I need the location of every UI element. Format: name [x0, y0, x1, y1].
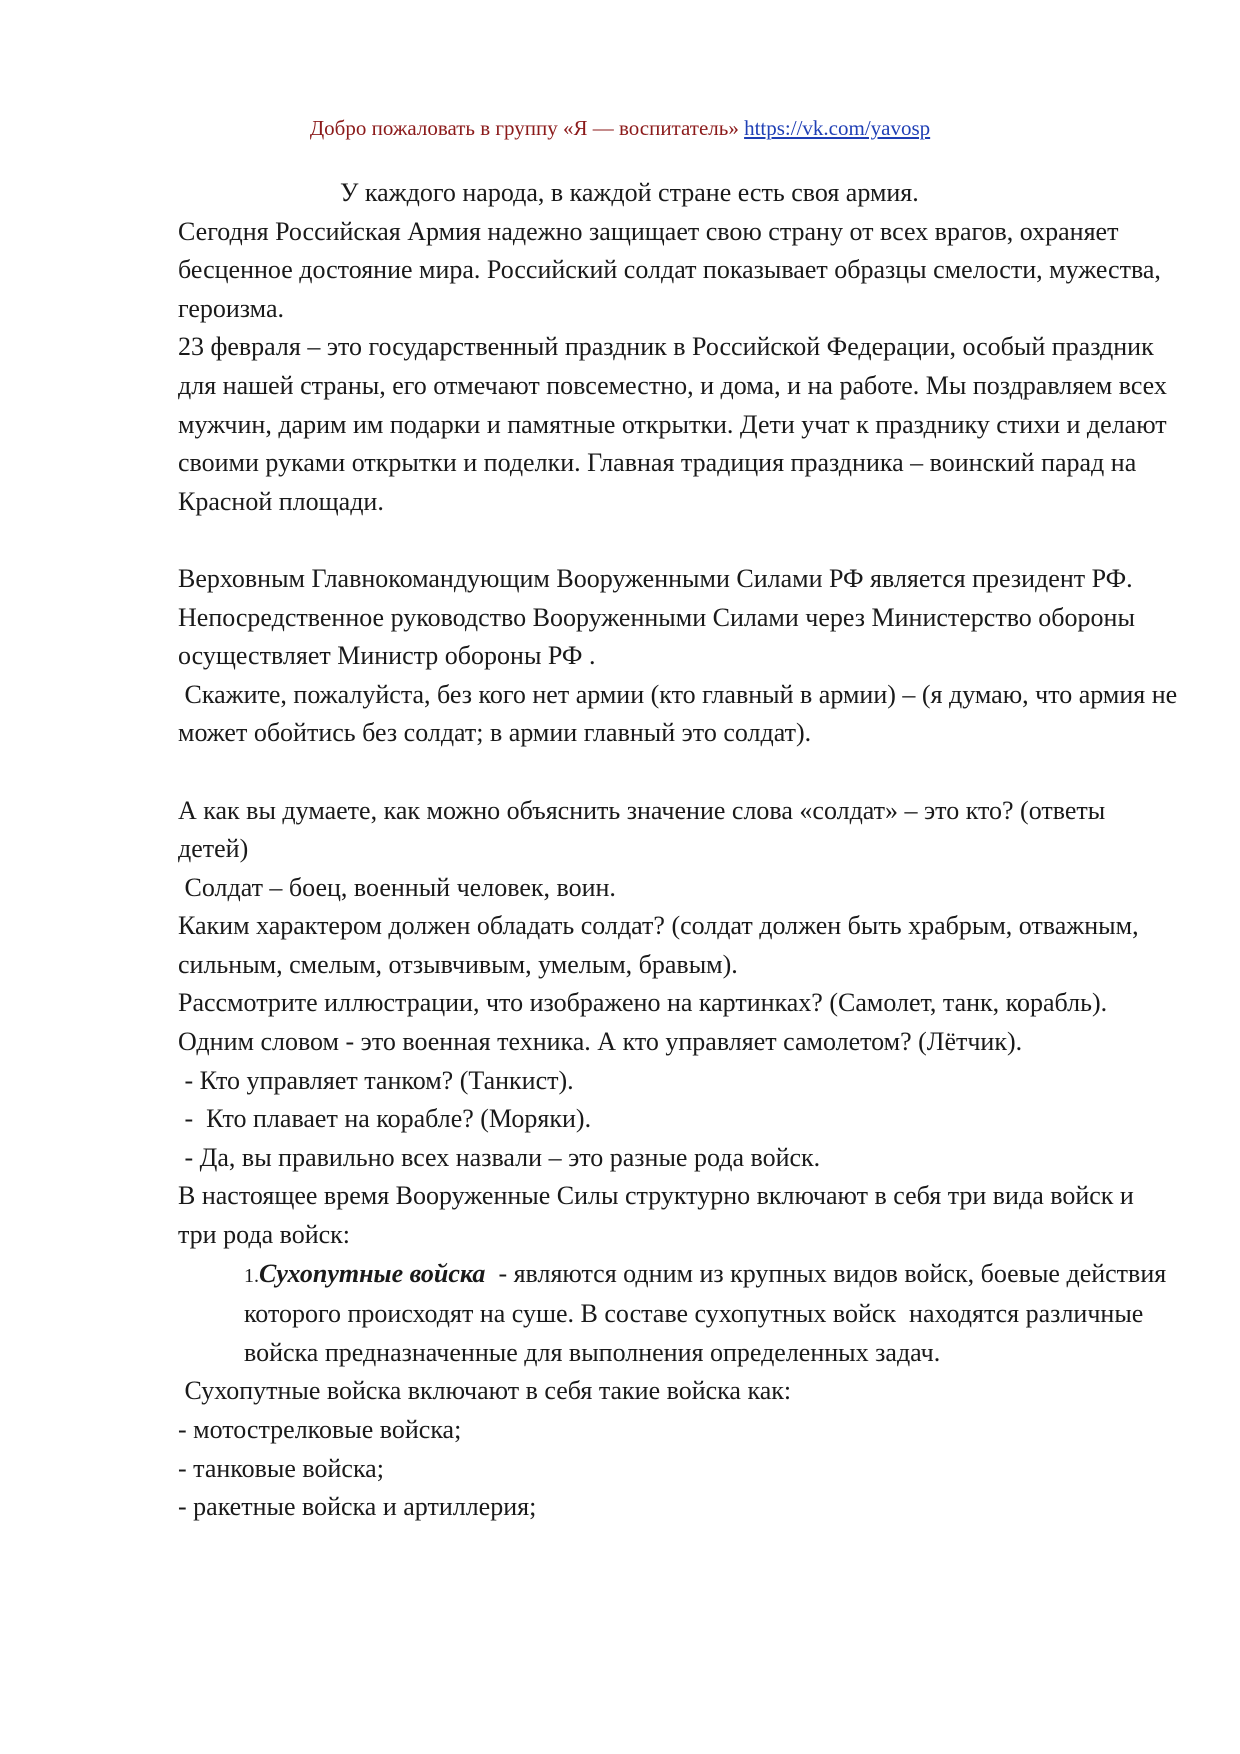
paragraph-question-soldier: Скажите, пожалуйста, без кого нет армии (кто главный в армии) – (я думаю, что армия не может обойтись без солдат; в армии главный это солдат).: [178, 679, 1184, 748]
list-item-missile: - ракетные войска и артиллерия;: [178, 1492, 537, 1522]
paragraph-ministry: Непосредственное руководство Вооруженными Силами через Министерство обороны осуществляет Министр обороны РФ .: [178, 602, 1142, 671]
paragraph-holiday: 23 февраля – это государственный праздник в Российской Федерации, особый праздник для нашей страны, его отмечают повсеместно, и дома, и на работе. Мы поздравляем всех мужчин, дарим им подарки и памятные открытки. Дети учат к празднику стихи и делают своими руками открытки и поделки. Главная традиция праздника – воинский парад на Красной площади.: [178, 332, 1174, 516]
paragraph-tankman: - Кто управляет танком? (Танкист).: [178, 1065, 574, 1095]
item-title: Сухопутные войска: [259, 1258, 486, 1288]
paragraph-illustrations: Рассмотрите иллюстрации, что изображено на картинках? (Самолет, танк, корабль).: [178, 988, 1108, 1018]
paragraph-ground-includes: Сухопутные войска включают в себя такие войска как:: [178, 1376, 792, 1406]
paragraph-meaning: А как вы думаете, как можно объяснить значение слова «солдат» – это кто? (ответы детей): [178, 795, 1112, 864]
paragraph-structure: В настоящее время Вооруженные Силы структурно включают в себя три вида войск и три рода войск:: [178, 1181, 1141, 1250]
group-link[interactable]: https://vk.com/yavosp: [744, 116, 931, 140]
paragraph-army: Сегодня Российская Армия надежно защищает свою страну от всех врагов, охраняет бесценное достояние мира. Российский солдат показывает образцы смелости, мужества, героизма.: [178, 216, 1168, 323]
paragraph-character: Каким характером должен обладать солдат? (солдат должен быть храбрым, отважным, сильным, смелым, отзывчивым, умелым, бравым).: [178, 911, 1146, 979]
blank-line: [178, 521, 1178, 560]
list-item-tank: - танковые войска;: [178, 1453, 384, 1483]
item-number: 1.: [244, 1264, 259, 1287]
paragraph-definition: Солдат – боец, военный человек, воин.: [178, 872, 616, 902]
list-item-ground-forces: [178, 1255, 1178, 1373]
page-header: [0, 116, 1240, 140]
paragraph-pilot: Одним словом - это военная техника. А кто управляет самолетом? (Лётчик).: [178, 1027, 1023, 1057]
item-description: - являются одним из крупных видов войск, боевые действия которого происходят на суше. В составе сухопутных войск находятся различные войска предназначенные для выполнения определенных задач.: [244, 1258, 1173, 1367]
paragraph-commander: Верховным Главнокомандующим Вооруженными Силами РФ является президент РФ.: [178, 563, 1133, 593]
welcome-text: Добро пожаловать в группу «Я — воспитатель»: [309, 116, 739, 140]
intro-line: У каждого народа, в каждой стране есть своя армия.: [340, 178, 919, 207]
document-body: [178, 174, 1184, 1527]
blank-line: [178, 753, 1178, 792]
paragraph-branches: - Да, вы правильно всех назвали – это разные рода войск.: [178, 1142, 821, 1172]
list-item-motorized: - мотострелковые войска;: [178, 1415, 462, 1444]
paragraph-sailors: - Кто плавает на корабле? (Моряки).: [178, 1104, 592, 1134]
